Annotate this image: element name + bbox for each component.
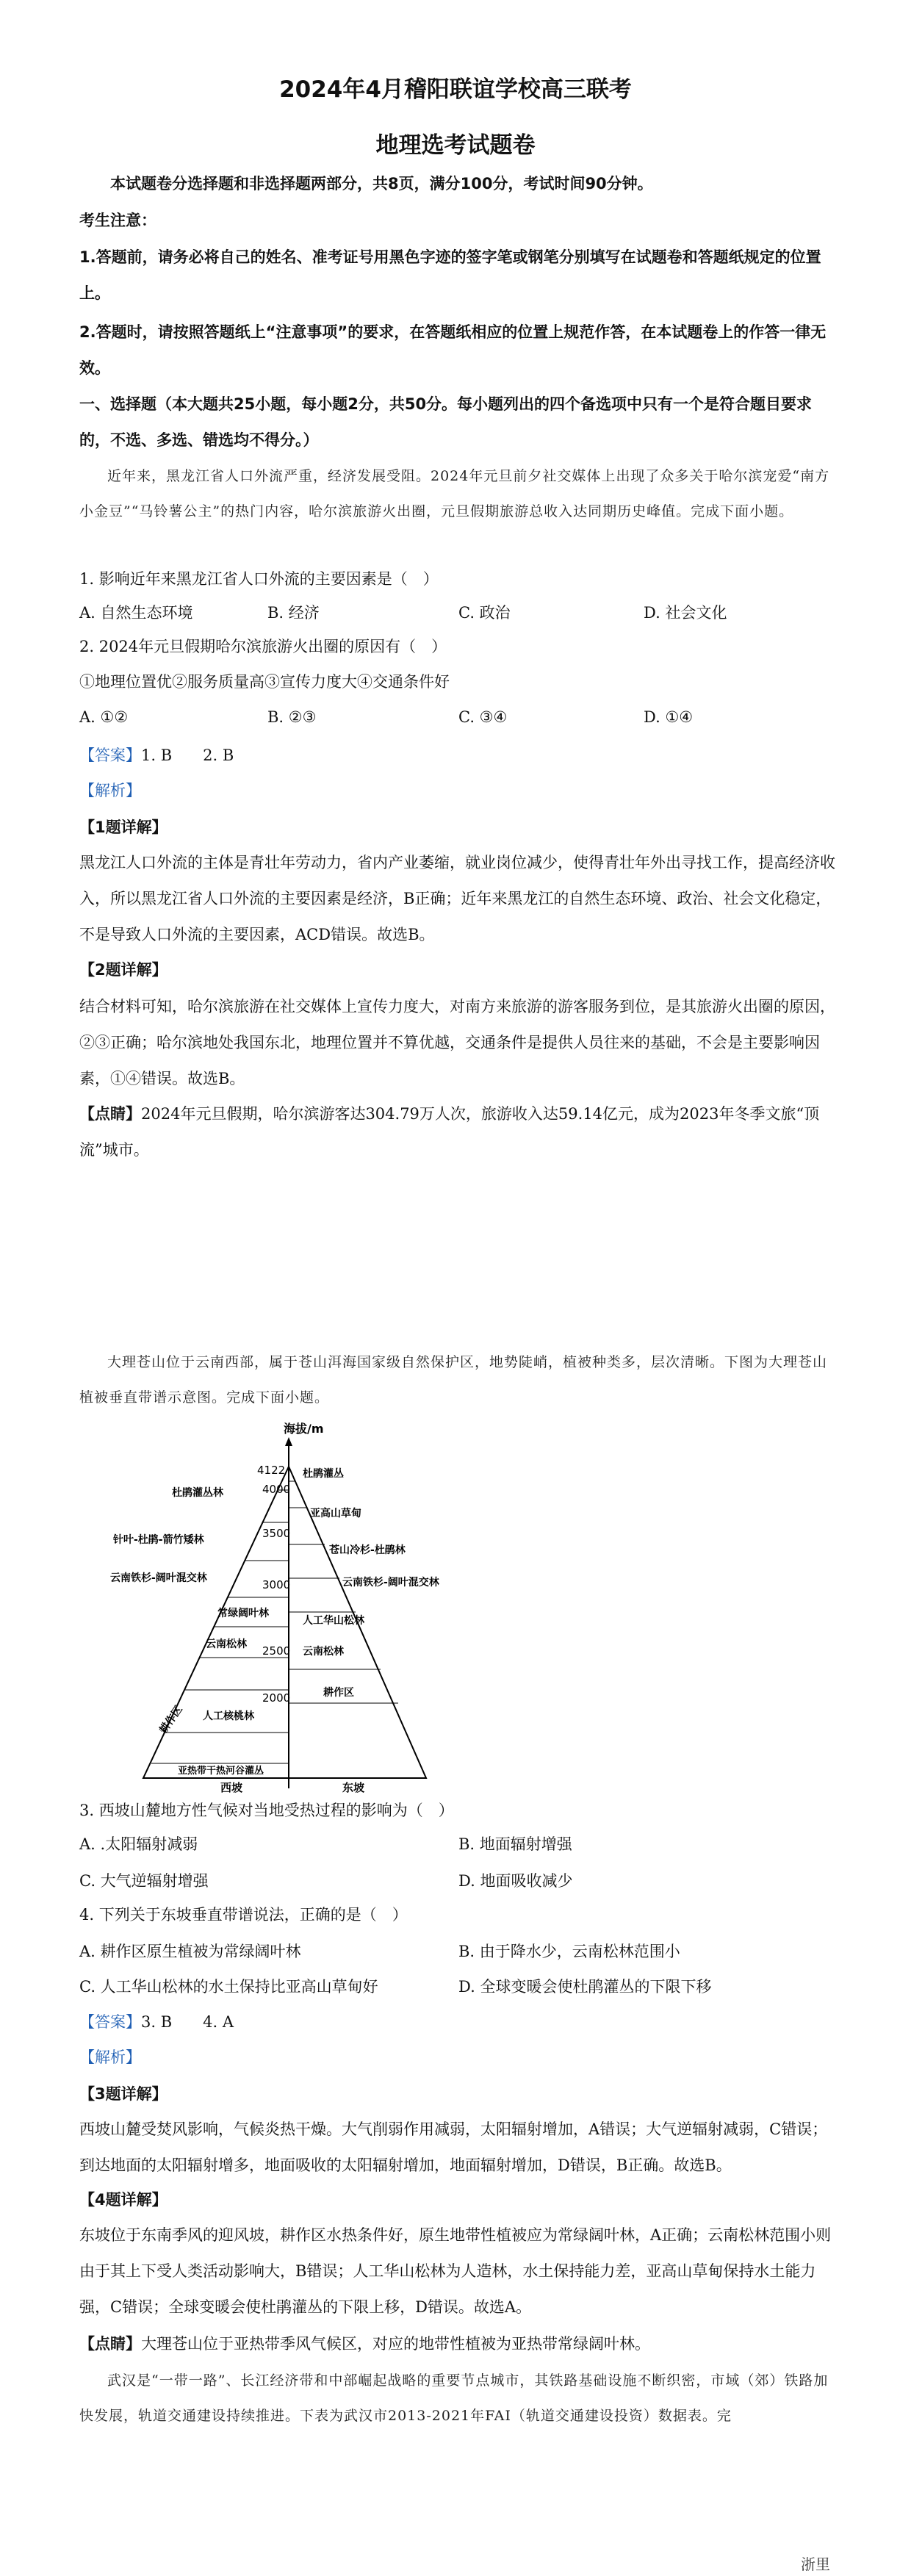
exam-subtitle: 地理选考试题卷 <box>375 132 536 159</box>
option-c: C. ③④ <box>458 708 508 726</box>
answer-text: 3. B 4. A <box>141 2013 234 2031</box>
elev-3000: 3000 <box>262 1578 291 1591</box>
question-3: 3. 西坡山麓地方性气候对当地受热过程的影响为（ ） <box>79 1802 454 1819</box>
question-2-options <box>79 708 836 738</box>
mountain-outline <box>143 1467 426 1778</box>
answer-label: 【答案】 <box>79 746 141 764</box>
vegetation-diagram <box>110 1420 448 1794</box>
detail-2-text: 结合材料可知，哈尔滨旅游在社交媒体上宣传力度大，对南方来旅游的游客服务到位，是其旅游火出圈的原因，②③正确；哈尔滨地处我国东北，地理位置并不算优越，交通条件是提供人员往来的基础，不会是主要影响因素，①④错误。故选B。 <box>79 998 835 1087</box>
base-belt: 亚热带干热河谷灌丛 <box>178 1766 264 1777</box>
west-belt-5: 云南松林 <box>206 1638 247 1650</box>
comment-label: 【点睛】 <box>79 1105 141 1123</box>
question-1-options <box>79 601 836 630</box>
comment-1 <box>79 1096 836 1168</box>
west-belt-3: 云南铁杉-阔叶混交林 <box>110 1572 207 1584</box>
option-b: B. 由于降水少，云南松林范围小 <box>458 1943 680 1960</box>
option-c: C. 人工华山松林的水土保持比亚高山草甸好 <box>79 1978 378 1996</box>
west-belt-6: 耕作区 <box>157 1703 185 1736</box>
option-a: A. .太阳辐射减弱 <box>79 1835 198 1853</box>
west-belt-7: 人工核桃林 <box>203 1710 254 1722</box>
analysis-label-2: 【解析】 <box>79 2048 141 2066</box>
option-d: D. ①④ <box>644 708 694 726</box>
material-1: 近年来，黑龙江省人口外流严重，经济发展受阻。2024年元旦前夕社交媒体上出现了众多关于哈尔滨宠爱“南方小金豆”“马铃薯公主”的热门内容，哈尔滨旅游火出圈，元旦假期旅游总收入达同期历史峰值。完成下面小题。 <box>79 468 830 519</box>
question-1: 1. 影响近年来黑龙江省人口外流的主要因素是（ ） <box>79 570 439 588</box>
section-heading: 一、选择题（本大题共25小题，每小题2分，共50分。每小题列出的四个备选项中只有一个是符合题目要求的，不选、多选、错选均不得分。） <box>79 395 813 449</box>
axis-label: 海拔/m <box>284 1422 324 1436</box>
option-d: D. 社会文化 <box>644 604 727 622</box>
option-b: B. 地面辐射增强 <box>458 1835 572 1853</box>
question-2: 2. 2024年元旦假期哈尔滨旅游火出圈的原因有（ ） <box>79 638 447 655</box>
option-a: A. 耕作区原生植被为常绿阔叶林 <box>79 1943 301 1960</box>
detail-3-label: 【3题详解】 <box>79 2085 168 2103</box>
analysis-label-1: 【解析】 <box>79 782 141 799</box>
notice-heading: 考生注意： <box>79 212 156 229</box>
answer-1 <box>79 738 836 774</box>
west-slope-label: 西坡 <box>220 1781 243 1794</box>
axis-arrow <box>285 1437 292 1446</box>
question-3-options-row-2 <box>79 1869 836 1899</box>
elev-4122: 4122 <box>257 1464 286 1477</box>
detail-1-text: 黑龙江人口外流的主体是青壮年劳动力，省内产业萎缩，就业岗位减少，使得青壮年外出寻找工作，提高经济收入，所以黑龙江省人口外流的主要因素是经济，B正确；近年来黑龙江的自然生态环境、政治、社会文化稳定，不是导致人口外流的主要因素，ACD错误。故选B。 <box>79 854 835 943</box>
comment-text: 大理苍山位于亚热带季风气候区，对应的地带性植被为亚热带常绿阔叶林。 <box>141 2335 650 2353</box>
notice-item-1: 1.答题前，请务必将自己的姓名、准考证号用黑色字迹的签字笔或钢笔分别填写在试题卷和答题纸规定的位置上。 <box>79 248 821 302</box>
comment-label: 【点睛】 <box>79 2335 141 2353</box>
option-c: C. 政治 <box>458 604 511 622</box>
material-2: 大理苍山位于云南西部，属于苍山洱海国家级自然保护区，地势陡峭，植被种类多，层次清晰。下图为大理苍山植被垂直带谱示意图。完成下面小题。 <box>79 1354 828 1406</box>
option-b: B. 经济 <box>267 604 320 622</box>
option-d: D. 全球变暖会使杜鹃灌丛的下限下移 <box>458 1978 712 1996</box>
west-belt-4: 常绿阔叶林 <box>217 1608 269 1619</box>
option-a: A. ①② <box>79 708 129 726</box>
elev-3500: 3500 <box>262 1527 291 1540</box>
west-belt-2: 针叶-杜鹃-箭竹矮林 <box>113 1534 204 1546</box>
material-3: 武汉是“一带一路”、长江经济带和中部崛起战略的重要节点城市，其铁路基础设施不断织密，市域（郊）铁路加快发展，轨道交通建设持续推进。下表为武汉市2013-2021年FAI（轨道交通建设投资）数据表。完 <box>79 2372 829 2424</box>
detail-4-label: 【4题详解】 <box>79 2191 168 2209</box>
question-4: 4. 下列关于东坡垂直带谱说法，正确的是（ ） <box>79 1906 408 1924</box>
question-4-options-row-1 <box>79 1940 836 1969</box>
comment-2 <box>79 2326 836 2362</box>
option-d: D. 地面吸收减少 <box>458 1872 573 1890</box>
option-c: C. 大气逆辐射增强 <box>79 1872 209 1890</box>
question-2-factors: ①地理位置优②服务质量高③宣传力度大④交通条件好 <box>79 673 450 691</box>
detail-4-text: 东坡位于东南季风的迎风坡，耕作区水热条件好，原生地带性植被应为常绿阔叶林，A正确；云南松林范围小则由于其上下受人类活动影响大，B错误；人工华山松林为人造林，水土保持能力差，亚高山草甸保持水土能力强，C错误；全球变暖会使杜鹃灌丛的下限上移，D错误。故选A。 <box>79 2226 832 2316</box>
comment-text: 2024年元旦假期，哈尔滨游客达304.79万人次，旅游收入达59.14亿元，成为2023年冬季文旅“顶流”城市。 <box>79 1105 820 1159</box>
notice-item-2: 2.答题时，请按照答题纸上“注意事项”的要求，在答题纸相应的位置上规范作答，在本试题卷上的作答一律无效。 <box>79 323 827 377</box>
answer-2 <box>79 2004 836 2040</box>
option-b: B. ②③ <box>267 708 317 726</box>
option-a: A. 自然生态环境 <box>79 604 193 622</box>
east-belt-2: 亚高山草甸 <box>310 1508 361 1519</box>
east-belt-4: 云南铁杉-阔叶混交林 <box>342 1577 439 1589</box>
exam-title: 2024年4月稽阳联谊学校高三联考 <box>279 76 632 103</box>
detail-3-text: 西坡山麓受焚风影响，气候炎热干燥。大气削弱作用减弱，太阳辐射增加，A错误；大气逆辐射减弱，C错误；到达地面的太阳辐射增多，地面吸收的太阳辐射增加，地面辐射增加，D错误，B正确。故选B。 <box>79 2120 828 2174</box>
east-belt-3: 苍山冷杉-杜鹃林 <box>329 1544 406 1556</box>
east-belt-5: 人工华山松林 <box>303 1615 364 1627</box>
footer-corner-text: 浙里 <box>801 2555 830 2573</box>
question-3-options-row-1 <box>79 1832 836 1862</box>
east-belt-7: 耕作区 <box>323 1687 354 1699</box>
elev-2000: 2000 <box>262 1691 291 1705</box>
east-belt-6: 云南松林 <box>303 1646 344 1658</box>
answer-text: 1. B 2. B <box>141 746 234 764</box>
answer-label: 【答案】 <box>79 2013 141 2031</box>
elev-2500: 2500 <box>262 1644 291 1658</box>
detail-2-label: 【2题详解】 <box>79 961 168 979</box>
east-belt-1: 杜鹃灌丛 <box>303 1468 344 1480</box>
exam-summary: 本试题卷分选择题和非选择题两部分，共8页，满分100分，考试时间90分钟。 <box>110 175 653 193</box>
question-4-options-row-2 <box>79 1975 836 2004</box>
west-belt-1: 杜鹃灌丛林 <box>172 1487 223 1499</box>
elev-4000: 4000 <box>262 1483 291 1496</box>
detail-1-label: 【1题详解】 <box>79 819 168 836</box>
east-slope-label: 东坡 <box>342 1781 365 1794</box>
